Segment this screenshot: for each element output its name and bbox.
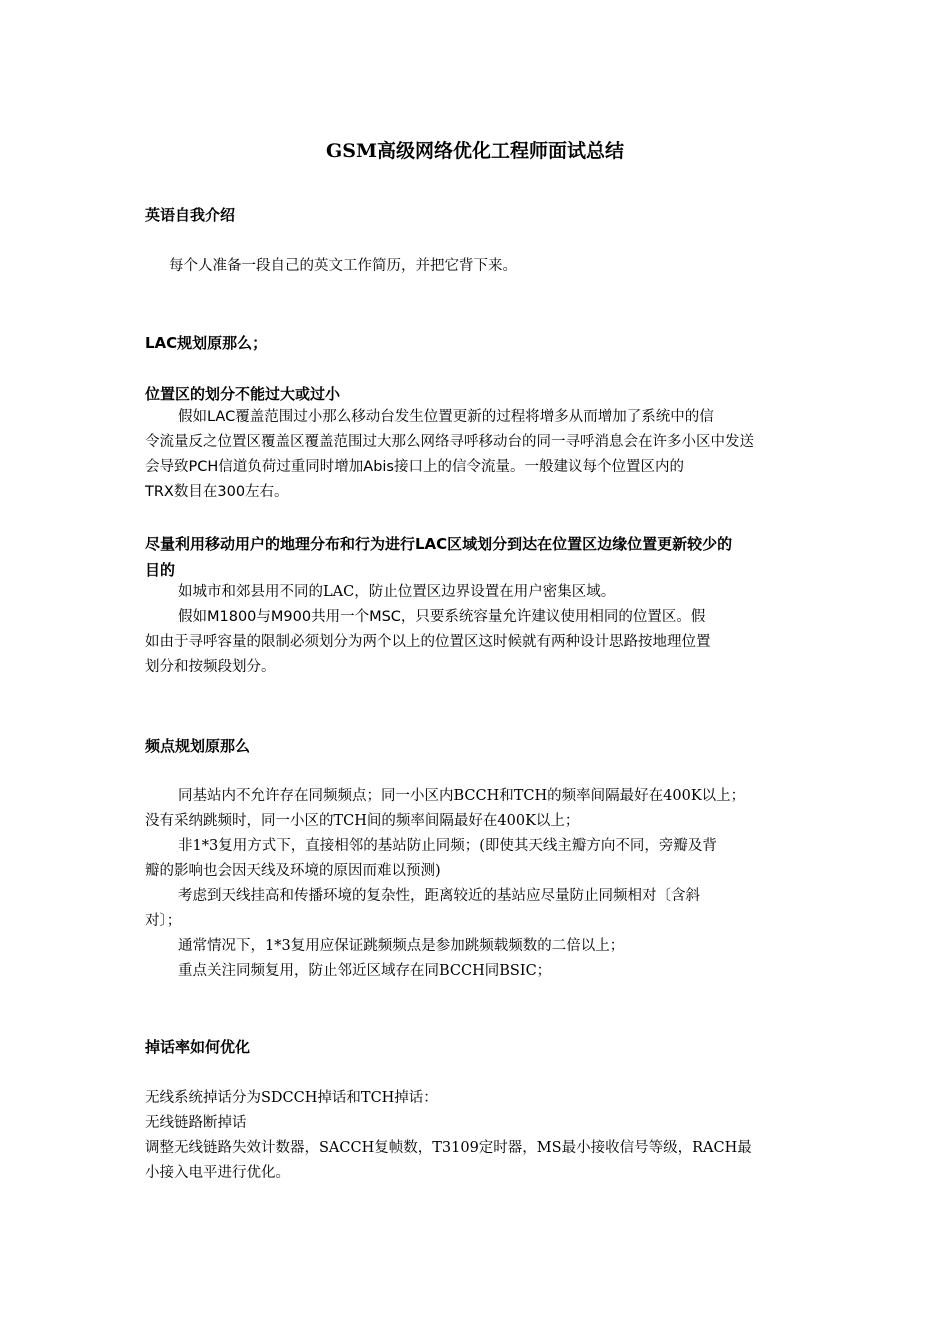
paragraph-line: 令流量反之位置区覆盖区覆盖范围过大那么网络寻呼移动台的同一寻呼消息会在许多小区中发送 <box>145 434 754 450</box>
section-body-location-area-size <box>145 405 825 505</box>
section-heading-english-intro: 英语自我介绍 <box>145 206 236 224</box>
section-body-user-distribution <box>145 580 825 680</box>
paragraph-line: 非1*3复用方式下，直接相邻的基站防止同频；(即使其天线主瓣方向不同，旁瓣及背 <box>178 838 717 854</box>
heading-line: 尽量利用移动用户的地理分布和行为进行LAC区域划分到达在位置区边缘位置更新较少的 <box>145 535 733 553</box>
paragraph-line: 调整无线链路失效计数器，SACCH复帧数，T3109定时器，MS最小接收信号等级，RACH最 <box>145 1140 752 1156</box>
paragraph-line: 通常情况下，1*3复用应保证跳频频点是参加跳频载频数的二倍以上； <box>178 938 625 954</box>
paragraph-line: 没有采纳跳频时，同一小区的TCH间的频率间隔最好在400K以上； <box>145 813 580 829</box>
paragraph-line: 考虑到天线挂高和传播环境的复杂性，距离较近的基站应尽量防止同频相对〔含斜 <box>178 888 700 904</box>
paragraph-line: 无线系统掉话分为SDCCH掉话和TCH掉话： <box>145 1090 438 1106</box>
document-title: GSM高级网络优化工程师面试总结 <box>326 140 624 162</box>
paragraph-line: 瓣的影响也会因天线及环境的原因而难以预测) <box>145 863 441 879</box>
paragraph-line: 对〕； <box>145 913 182 929</box>
section-heading-frequency-planning: 频点规划原那么 <box>145 737 251 755</box>
paragraph-line: 如城市和郊县用不同的LAC，防止位置区边界设置在用户密集区域。 <box>178 584 616 600</box>
paragraph-line: 如由于寻呼容量的限制必须划分为两个以上的位置区这时候就有两种设计思路按地理位置 <box>145 634 711 650</box>
paragraph-line: 无线链路断掉话 <box>145 1115 247 1131</box>
section-body-call-drop <box>145 1086 825 1186</box>
section-heading-location-area-size: 位置区的划分不能过大或过小 <box>145 385 341 403</box>
paragraph-line: 小接入电平进行优化。 <box>145 1165 290 1181</box>
section-heading-lac-planning: LAC规划原那么； <box>145 334 268 352</box>
section-heading-call-drop: 掉话率如何优化 <box>145 1038 251 1056</box>
section-body-frequency-planning <box>145 784 825 984</box>
section-heading-user-distribution <box>145 531 732 583</box>
paragraph-line: TRX数目在300左右。 <box>145 484 289 500</box>
paragraph-line: 假如M1800与M900共用一个MSC，只要系统容量允许建议使用相同的位置区。假 <box>178 609 706 625</box>
paragraph-line: 会导致PCH信道负荷过重同时增加Abis接口上的信令流量。一般建议每个位置区内的 <box>145 459 684 475</box>
paragraph-line: 划分和按频段划分。 <box>145 659 276 675</box>
paragraph-line: 同基站内不允许存在同频频点；同一小区内BCCH和TCH的频率间隔最好在400K以上； <box>178 788 746 804</box>
paragraph-line: 假如LAC覆盖范围过小那么移动台发生位置更新的过程将增多从而增加了系统中的信 <box>178 409 714 425</box>
heading-line: 目的 <box>145 561 176 579</box>
paragraph-line: 每个人准备一段自己的英文工作简历，并把它背下来。 <box>169 258 517 274</box>
paragraph-line: 重点关注同频复用，防止邻近区域存在同BCCH同BSIC； <box>178 963 552 979</box>
section-body-english-intro <box>145 254 825 279</box>
